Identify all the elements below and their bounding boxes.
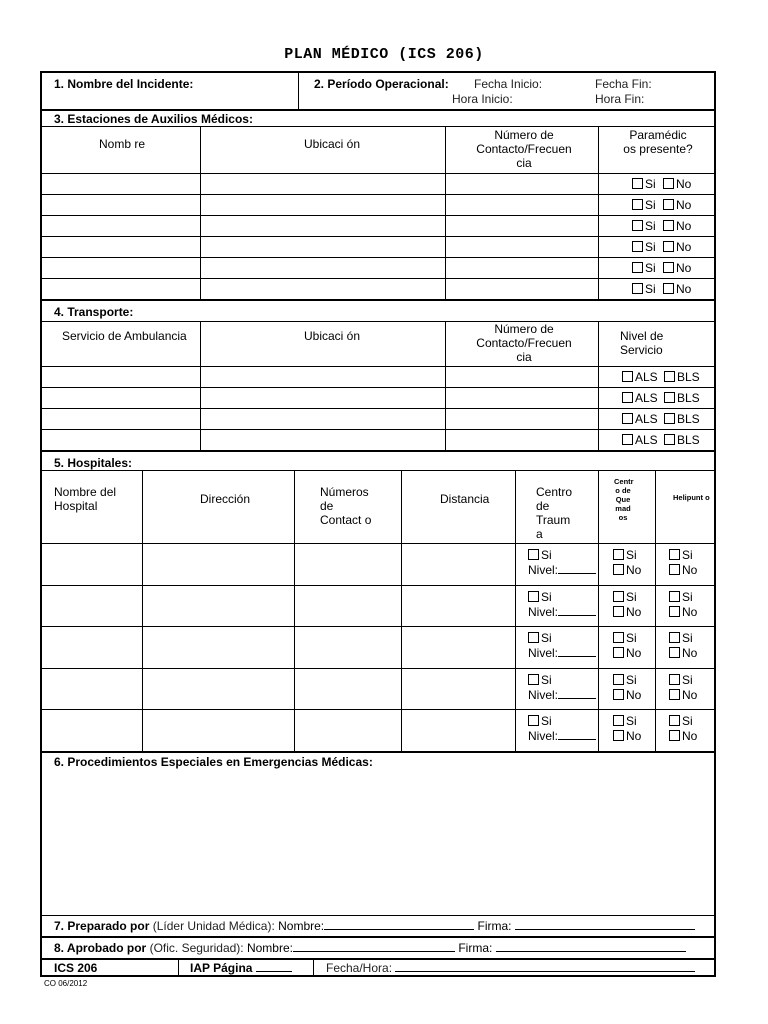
trauma-level-label: Nivel:: [528, 605, 559, 619]
burn-no-label: No: [626, 688, 642, 702]
paramedic-no-checkbox[interactable]: [663, 199, 674, 210]
row-divider: [42, 257, 716, 258]
bls-label: BLS: [677, 433, 700, 447]
burn-no-checkbox[interactable]: [613, 689, 624, 700]
trauma-yes-option[interactable]: [528, 714, 552, 728]
hospital-numbers-header: Números de Contact o: [320, 485, 372, 527]
burn-yes-label: Si: [626, 590, 637, 604]
trauma-level-label: Nivel:: [528, 729, 559, 743]
burn-yes-checkbox[interactable]: [613, 674, 624, 685]
helipad-no-label: No: [682, 729, 698, 743]
burn-yes-label: Si: [626, 714, 637, 728]
helipad-yes-checkbox[interactable]: [669, 632, 680, 643]
paramedic-yes-label: Si: [645, 177, 656, 191]
approved-by-row: [54, 941, 686, 955]
bls-checkbox[interactable]: [664, 413, 675, 424]
divider: [313, 958, 314, 977]
incident-name-label: 1. Nombre del Incidente:: [54, 77, 194, 91]
trauma-yes-label: Si: [541, 673, 552, 687]
helipad-header: Helipunt o: [673, 493, 710, 502]
helipad-yes-label: Si: [682, 548, 693, 562]
divider: [42, 958, 716, 960]
burn-yes-label: Si: [626, 673, 637, 687]
date-time-field[interactable]: [395, 971, 695, 972]
helipad-no-label: No: [682, 605, 698, 619]
paramedic-no-checkbox[interactable]: [663, 241, 674, 252]
helipad-yes-option[interactable]: [669, 631, 693, 645]
helipad-no-option[interactable]: [669, 563, 697, 577]
column-divider: [445, 321, 446, 450]
burn-no-label: No: [626, 605, 642, 619]
bls-option[interactable]: [664, 391, 700, 405]
row-divider: [42, 751, 716, 753]
trauma-level-label: Nivel:: [528, 563, 559, 577]
als-label: ALS: [635, 391, 658, 405]
burn-no-checkbox[interactable]: [613, 730, 624, 741]
helipad-no-checkbox[interactable]: [669, 647, 680, 658]
helipad-yes-label: Si: [682, 673, 693, 687]
paramedic-no-checkbox[interactable]: [663, 220, 674, 231]
row-divider: [42, 278, 716, 279]
ambulance-location-header: Ubicaci ón: [304, 329, 361, 343]
paramedic-yes-label: Si: [645, 219, 656, 233]
helipad-yes-option[interactable]: [669, 548, 693, 562]
bls-label: BLS: [677, 391, 700, 405]
trauma-level-row: [528, 646, 596, 660]
trauma-yes-option[interactable]: [528, 631, 552, 645]
paramedic-yes-option[interactable]: [632, 177, 656, 191]
burn-yes-label: Si: [626, 631, 637, 645]
als-checkbox[interactable]: [622, 434, 633, 445]
burn-yes-option[interactable]: [613, 548, 637, 562]
row-divider: [42, 299, 716, 301]
paramedic-no-label: No: [676, 177, 692, 191]
paramedic-yes-option[interactable]: [632, 282, 656, 296]
row-divider: [42, 429, 716, 430]
ambulance-contact-header: Número de Contacto/Frecuen cia: [476, 322, 572, 364]
divider: [42, 936, 716, 938]
paramedic-no-label: No: [676, 282, 692, 296]
trauma-level-field[interactable]: [558, 739, 596, 740]
als-checkbox[interactable]: [622, 392, 633, 403]
helipad-no-checkbox[interactable]: [669, 606, 680, 617]
helipad-no-label: No: [682, 688, 698, 702]
prepared-by-role: (Líder Unidad Médica):: [152, 919, 275, 933]
row-divider: [42, 387, 716, 388]
prepared-by-label: 7. Preparado por: [54, 919, 150, 933]
prepared-by-name-field[interactable]: [324, 929, 474, 930]
paramedic-no-option[interactable]: [663, 282, 691, 296]
trauma-level-row: [528, 605, 596, 619]
trauma-level-field[interactable]: [558, 573, 596, 574]
burn-yes-checkbox[interactable]: [613, 549, 624, 560]
burn-no-option[interactable]: [613, 729, 641, 743]
prepared-by-signature-field[interactable]: [515, 929, 695, 930]
paramedic-no-label: No: [676, 219, 692, 233]
service-level-header: Nivel de Servicio: [620, 329, 664, 357]
station-name-header: Nomb re: [98, 137, 145, 151]
divider: [298, 73, 299, 109]
als-label: ALS: [635, 412, 658, 426]
helipad-no-label: No: [682, 563, 698, 577]
helipad-yes-option[interactable]: [669, 590, 693, 604]
helipad-no-option[interactable]: [669, 605, 697, 619]
helipad-no-checkbox[interactable]: [669, 730, 680, 741]
burn-yes-option[interactable]: [613, 714, 637, 728]
helipad-yes-checkbox[interactable]: [669, 715, 680, 726]
start-time-label: Hora Inicio:: [452, 92, 513, 106]
column-divider: [200, 321, 201, 450]
paramedic-yes-option[interactable]: [632, 261, 656, 275]
burn-no-option[interactable]: [613, 605, 641, 619]
date-time-row: [326, 961, 695, 975]
row-divider: [42, 543, 716, 544]
paramedic-yes-option[interactable]: [632, 198, 656, 212]
paramedic-yes-checkbox[interactable]: [632, 283, 643, 294]
burn-no-option[interactable]: [613, 563, 641, 577]
approved-by-name-label: Nombre:: [246, 941, 293, 955]
iap-page-label: IAP Página: [190, 961, 253, 975]
paramedic-no-checkbox[interactable]: [663, 178, 674, 189]
burn-no-label: No: [626, 646, 642, 660]
paramedic-no-label: No: [676, 198, 692, 212]
paramedic-yes-label: Si: [645, 282, 656, 296]
iap-page-row: [190, 961, 292, 975]
burn-yes-option[interactable]: [613, 590, 637, 604]
burn-no-label: No: [626, 729, 642, 743]
paramedic-no-option[interactable]: [663, 219, 691, 233]
paramedic-yes-option[interactable]: [632, 240, 656, 254]
divider: [42, 470, 716, 471]
helipad-no-option[interactable]: [669, 729, 697, 743]
paramedic-no-label: No: [676, 261, 692, 275]
helipad-yes-label: Si: [682, 631, 693, 645]
approved-by-label: 8. Aprobado por: [54, 941, 147, 955]
row-divider: [42, 450, 716, 452]
paramedic-yes-checkbox[interactable]: [632, 220, 643, 231]
burn-yes-checkbox[interactable]: [613, 632, 624, 643]
trauma-yes-label: Si: [541, 548, 552, 562]
row-divider: [42, 709, 716, 710]
paramedic-yes-checkbox[interactable]: [632, 199, 643, 210]
row-divider: [42, 668, 716, 669]
form-title: PLAN MÉDICO (ICS 206): [284, 46, 484, 63]
trauma-yes-checkbox[interactable]: [528, 632, 539, 643]
trauma-yes-label: Si: [541, 631, 552, 645]
burn-yes-label: Si: [626, 548, 637, 562]
trauma-yes-checkbox[interactable]: [528, 591, 539, 602]
trauma-yes-option[interactable]: [528, 548, 552, 562]
als-option[interactable]: [622, 370, 658, 384]
end-date-label: Fecha Fin:: [595, 77, 652, 91]
hospital-distance-header: Distancia: [440, 492, 490, 506]
paramedic-yes-checkbox[interactable]: [632, 178, 643, 189]
paramedic-no-option[interactable]: [663, 177, 691, 191]
prepared-by-signature-label: Firma:: [477, 919, 512, 933]
operational-period-label: 2. Período Operacional:: [314, 77, 449, 91]
bls-option[interactable]: [664, 412, 700, 426]
paramedic-no-option[interactable]: [663, 198, 691, 212]
row-divider: [42, 173, 716, 174]
paramedic-no-checkbox[interactable]: [663, 262, 674, 273]
approved-by-role: (Ofic. Seguridad):: [149, 941, 244, 955]
burn-no-label: No: [626, 563, 642, 577]
helipad-yes-label: Si: [682, 590, 693, 604]
trauma-yes-option[interactable]: [528, 673, 552, 687]
paramedic-no-checkbox[interactable]: [663, 283, 674, 294]
paramedic-yes-checkbox[interactable]: [632, 262, 643, 273]
helipad-yes-checkbox[interactable]: [669, 674, 680, 685]
trauma-yes-option[interactable]: [528, 590, 552, 604]
burn-no-checkbox[interactable]: [613, 606, 624, 617]
als-checkbox[interactable]: [622, 413, 633, 424]
als-option[interactable]: [622, 412, 658, 426]
row-divider: [42, 194, 716, 195]
column-divider: [598, 126, 599, 299]
row-divider: [42, 585, 716, 586]
burn-no-option[interactable]: [613, 646, 641, 660]
station-contact-header: Número de Contacto/Frecuen cia: [476, 128, 572, 170]
als-option[interactable]: [622, 433, 658, 447]
burn-yes-option[interactable]: [613, 631, 637, 645]
trauma-yes-checkbox[interactable]: [528, 549, 539, 560]
trauma-level-field[interactable]: [558, 698, 596, 699]
trauma-center-header: Centro de Traum a: [536, 485, 573, 541]
divider: [178, 958, 179, 977]
burn-yes-checkbox[interactable]: [613, 591, 624, 602]
row-divider: [42, 215, 716, 216]
prepared-by-name-label: Nombre:: [278, 919, 325, 933]
helipad-no-option[interactable]: [669, 646, 697, 660]
hospital-address-header: Dirección: [200, 492, 251, 506]
paramedic-yes-checkbox[interactable]: [632, 241, 643, 252]
column-divider: [200, 126, 201, 299]
bls-checkbox[interactable]: [664, 434, 675, 445]
divider: [42, 109, 716, 111]
row-divider: [42, 626, 716, 627]
bls-label: BLS: [677, 412, 700, 426]
bls-checkbox[interactable]: [664, 371, 675, 382]
trauma-yes-label: Si: [541, 590, 552, 604]
als-option[interactable]: [622, 391, 658, 405]
medical-plan-form: [40, 71, 716, 977]
trauma-level-field[interactable]: [558, 656, 596, 657]
trauma-yes-label: Si: [541, 714, 552, 728]
start-date-label: Fecha Inicio:: [474, 77, 543, 91]
column-divider: [445, 126, 446, 299]
bls-option[interactable]: [664, 370, 700, 384]
date-time-label: Fecha/Hora:: [326, 961, 393, 975]
divider: [42, 321, 716, 322]
paramedic-yes-label: Si: [645, 198, 656, 212]
divider: [42, 915, 716, 916]
form-code: CO 06/2012: [44, 979, 88, 988]
paramedic-yes-label: Si: [645, 240, 656, 254]
paramedics-header: Paramédic os presente?: [623, 128, 693, 156]
helipad-yes-option[interactable]: [669, 714, 693, 728]
approved-by-signature-label: Firma:: [458, 941, 493, 955]
paramedic-no-option[interactable]: [663, 240, 691, 254]
bls-checkbox[interactable]: [664, 392, 675, 403]
paramedic-yes-option[interactable]: [632, 219, 656, 233]
trauma-yes-checkbox[interactable]: [528, 715, 539, 726]
helipad-yes-checkbox[interactable]: [669, 591, 680, 602]
section6-label: 6. Procedimientos Especiales en Emergencias Médicas:: [54, 755, 373, 769]
helipad-no-option[interactable]: [669, 688, 697, 702]
station-location-header: Ubicaci ón: [304, 137, 361, 151]
trauma-level-row: [528, 729, 596, 743]
trauma-level-field[interactable]: [558, 615, 596, 616]
bls-label: BLS: [677, 370, 700, 384]
burn-no-option[interactable]: [613, 688, 641, 702]
helipad-no-checkbox[interactable]: [669, 564, 680, 575]
als-checkbox[interactable]: [622, 371, 633, 382]
hospital-name-header: Nombre del Hospital: [54, 485, 117, 513]
row-divider: [42, 408, 716, 409]
row-divider: [42, 236, 716, 237]
approved-by-signature-field[interactable]: [496, 951, 686, 952]
trauma-level-row: [528, 563, 596, 577]
section3-label: 3. Estaciones de Auxilios Médicos:: [54, 112, 253, 126]
column-divider: [598, 321, 599, 450]
prepared-by-row: [54, 919, 695, 933]
burn-no-checkbox[interactable]: [613, 564, 624, 575]
helipad-yes-option[interactable]: [669, 673, 693, 687]
trauma-level-label: Nivel:: [528, 646, 559, 660]
section4-label: 4. Transporte:: [54, 305, 134, 319]
approved-by-name-field[interactable]: [293, 951, 455, 952]
trauma-level-row: [528, 688, 596, 702]
iap-page-field[interactable]: [256, 971, 292, 972]
paramedic-no-option[interactable]: [663, 261, 691, 275]
paramedic-no-label: No: [676, 240, 692, 254]
trauma-yes-checkbox[interactable]: [528, 674, 539, 685]
section5-label: 5. Hospitales:: [54, 456, 133, 470]
burn-no-checkbox[interactable]: [613, 647, 624, 658]
als-label: ALS: [635, 370, 658, 384]
helipad-no-checkbox[interactable]: [669, 689, 680, 700]
als-label: ALS: [635, 433, 658, 447]
bls-option[interactable]: [664, 433, 700, 447]
end-time-label: Hora Fin:: [595, 92, 645, 106]
row-divider: [42, 366, 716, 367]
ambulance-service-header: Servicio de Ambulancia: [62, 329, 187, 343]
burn-yes-checkbox[interactable]: [613, 715, 624, 726]
helipad-yes-label: Si: [682, 714, 693, 728]
burn-yes-option[interactable]: [613, 673, 637, 687]
burn-center-header: Centr o de Que mad os: [614, 477, 634, 522]
divider: [42, 126, 716, 127]
paramedic-yes-label: Si: [645, 261, 656, 275]
helipad-no-label: No: [682, 646, 698, 660]
form-id: ICS 206: [54, 961, 98, 975]
helipad-yes-checkbox[interactable]: [669, 549, 680, 560]
trauma-level-label: Nivel:: [528, 688, 559, 702]
